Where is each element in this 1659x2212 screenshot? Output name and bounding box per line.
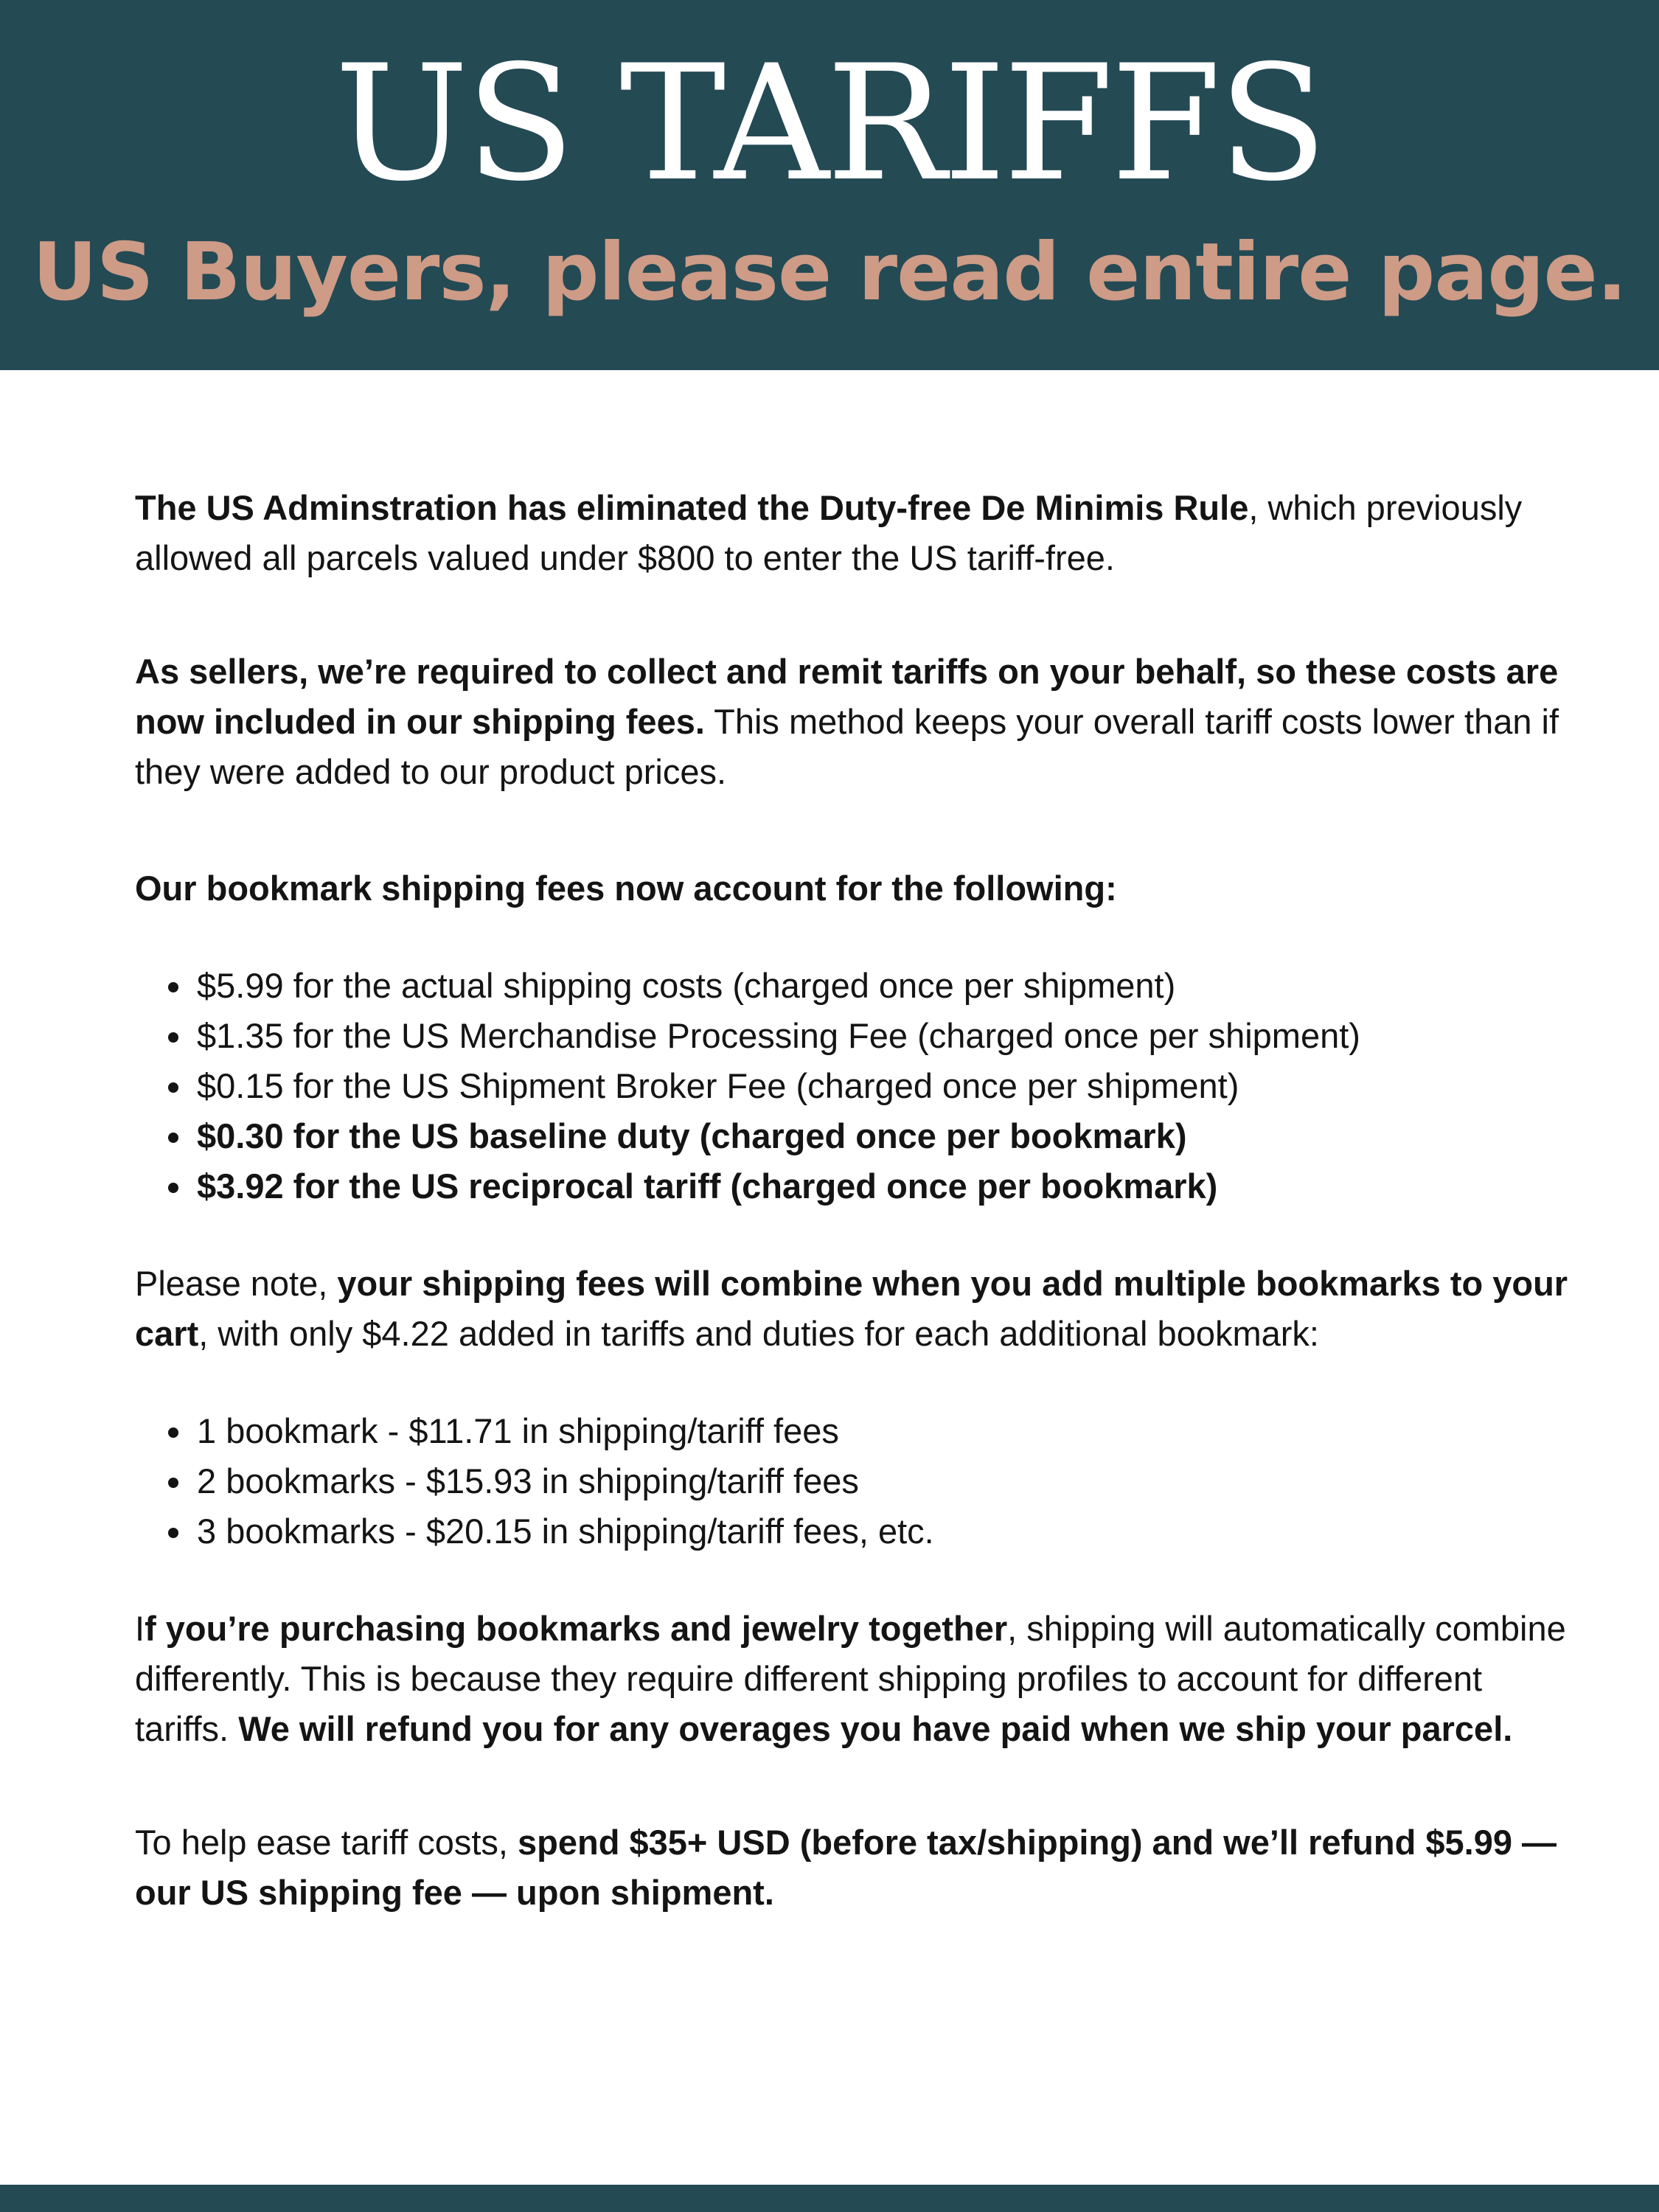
combine-note-text: , with only $4.22 added in tariffs and duties for each additional bookmark: — [198, 1314, 1319, 1353]
jewelry-text: , shipping will automatically combine differently. This is because they require different shipping profiles to account for different tariffs. — [135, 1609, 1566, 1748]
fee-item: • $0.15 for the US Shipment Broker Fee (charged once per shipment) — [194, 1061, 1580, 1111]
de-minimis-paragraph — [135, 483, 1580, 583]
combo-item: • 3 bookmarks - $20.15 in shipping/tariff fees, etc. — [194, 1506, 1580, 1557]
promo-lead: To help ease tariff costs, — [135, 1823, 518, 1862]
combine-note-paragraph — [135, 1259, 1580, 1359]
jewelry-lead: I — [135, 1609, 145, 1648]
de-minimis-bold: The US Adminstration has eliminated the Duty-free De Minimis Rule — [135, 488, 1249, 527]
combine-note-lead: Please note, — [135, 1264, 338, 1303]
page-title: US TARIFFS — [334, 31, 1325, 216]
promo-paragraph — [135, 1818, 1580, 1918]
fees-heading: Our bookmark shipping fees now account for the following: — [135, 869, 1117, 908]
combo-list — [135, 1406, 1580, 1557]
promo-bold: spend $35+ USD (before tax/shipping) and we’ll refund $5.99 — our US shipping fee — upon shipment. — [135, 1823, 1557, 1912]
sellers-paragraph — [135, 647, 1580, 797]
jewelry-bold: f you’re purchasing bookmarks and jewelry together — [145, 1609, 1008, 1648]
fee-list — [135, 961, 1580, 1211]
sellers-text: This method keeps your overall tariff costs lower than if they were added to our product prices. — [135, 702, 1559, 791]
footer-bar — [0, 2185, 1659, 2212]
fee-item: • $0.30 for the US baseline duty (charged once per bookmark) — [194, 1111, 1580, 1161]
page-subtitle: US Buyers, please read entire page. — [32, 226, 1627, 319]
combo-item: • 2 bookmarks - $15.93 in shipping/tariff fees — [194, 1456, 1580, 1506]
refund-bold: We will refund you for any overages you have paid when we ship your parcel. — [238, 1709, 1513, 1748]
fee-item: • $1.35 for the US Merchandise Processing Fee (charged once per shipment) — [194, 1011, 1580, 1061]
content-body — [135, 483, 1580, 1918]
de-minimis-text: , which previously allowed all parcels valued under $800 to enter the US tariff-free. — [135, 488, 1523, 577]
fee-item: • $3.92 for the US reciprocal tariff (charged once per bookmark) — [194, 1161, 1580, 1211]
combo-item: • 1 bookmark - $11.71 in shipping/tariff fees — [194, 1406, 1580, 1456]
fee-item: • $5.99 for the actual shipping costs (charged once per shipment) — [194, 961, 1580, 1011]
header-banner — [0, 0, 1659, 370]
combine-note-bold: your shipping fees will combine when you add multiple bookmarks to your cart — [135, 1264, 1568, 1353]
sellers-bold: As sellers, we’re required to collect and remit tariffs on your behalf, so these costs are now included in our shipping fees. — [135, 652, 1559, 741]
jewelry-paragraph — [135, 1604, 1580, 1754]
